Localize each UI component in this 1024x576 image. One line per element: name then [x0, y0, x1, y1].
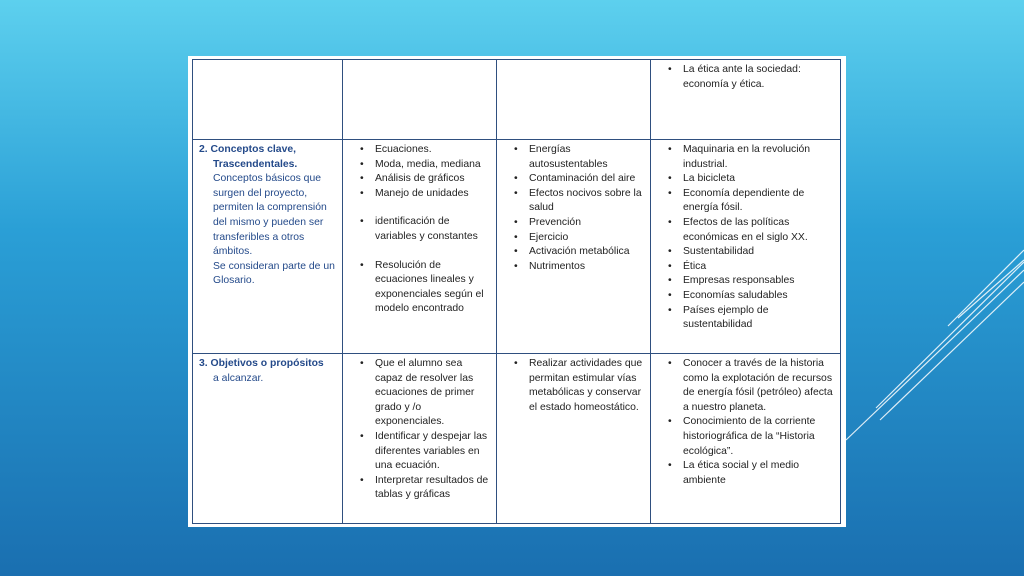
list-item: • Efectos de las políticas económicas en el siglo XX.	[670, 216, 835, 245]
table-cell	[651, 354, 841, 524]
bullet-list	[657, 63, 835, 92]
row-title: 3. Objetivos o propósitos	[199, 358, 324, 369]
list-item: • Activación metabólica	[516, 245, 645, 260]
row-title: 2. Conceptos clave,	[199, 144, 297, 155]
list-item: • Resolución de ecuaciones lineales y exponenciales según el modelo encontrado	[362, 259, 491, 317]
list-item: • Análisis de gráficos	[362, 172, 491, 187]
list-item: • Economía dependiente de energía fósil.	[670, 187, 835, 216]
row-header-cell	[193, 354, 343, 524]
list-item: • Sustentabilidad	[670, 245, 835, 260]
table-row	[193, 60, 841, 140]
row-subtitle: a alcanzar.	[213, 372, 264, 384]
table-cell	[343, 140, 497, 354]
list-item: • Maquinaria en la revolución industrial.	[670, 143, 835, 172]
list-item: • Que el alumno sea capaz de resolver las ecuaciones de primer grado y /o exponenciales.	[362, 357, 491, 430]
list-item: • Prevención	[516, 216, 645, 231]
table-cell	[343, 60, 497, 140]
list-item: • Contaminación del aire	[516, 172, 645, 187]
list-item: • Países ejemplo de sustentabilidad	[670, 304, 835, 333]
list-item: • La ética ante la sociedad: economía y ética.	[670, 63, 835, 92]
table-cell	[343, 354, 497, 524]
curriculum-table	[192, 59, 841, 524]
list-item: • Nutrimentos	[516, 260, 645, 275]
list-item: • Manejo de unidades	[362, 187, 491, 202]
table-cell	[651, 140, 841, 354]
list-item: • Moda, media, mediana	[362, 158, 491, 173]
table-row	[193, 140, 841, 354]
list-item: • Ecuaciones.	[362, 143, 491, 158]
bullet-list	[657, 143, 835, 333]
list-item: • Conocer a través de la historia como la explotación de recursos de energía fósil (petróleo) afecta a nuestro planeta.	[670, 357, 835, 415]
list-item: • Interpretar resultados de tablas y gráficas	[362, 474, 491, 503]
document-page	[188, 56, 846, 527]
bullet-list	[657, 357, 835, 488]
list-item: • Ética	[670, 260, 835, 275]
row-subtitle: Trascendentales.	[213, 158, 298, 170]
bullet-list	[349, 357, 491, 503]
table-cell	[497, 354, 651, 524]
row-header-cell	[193, 60, 343, 140]
list-item: • Identificar y despejar las diferentes variables en una ecuación.	[362, 430, 491, 474]
bullet-list	[503, 143, 645, 274]
list-item: • La bicicleta	[670, 172, 835, 187]
table-row	[193, 354, 841, 524]
row-description: Se consideran parte de un Glosario.	[213, 260, 335, 287]
row-header-cell	[193, 140, 343, 354]
list-item: • Ejercicio	[516, 231, 645, 246]
table-cell	[651, 60, 841, 140]
list-item: • Efectos nocivos sobre la salud	[516, 187, 645, 216]
bullet-list	[503, 357, 645, 415]
table-cell	[497, 140, 651, 354]
table-cell	[497, 60, 651, 140]
row-description: Conceptos básicos que surgen del proyecto, permiten la comprensión del mismo y pueden ser transferibles a otros ámbitos.	[213, 173, 327, 258]
list-item: • La ética social y el medio ambiente	[670, 459, 835, 488]
list-item: • Conocimiento de la corriente historiográfica de la “Historia ecológica”.	[670, 415, 835, 459]
list-item: • Economías saludables	[670, 289, 835, 304]
list-item: • Empresas responsables	[670, 274, 835, 289]
list-item: • Realizar actividades que permitan estimular vías metabólicas y conservar el estado homeostático.	[516, 357, 645, 415]
list-item: • Energías autosustentables	[516, 143, 645, 172]
list-item: • identificación de variables y constantes	[362, 215, 491, 244]
bullet-list	[349, 143, 491, 317]
